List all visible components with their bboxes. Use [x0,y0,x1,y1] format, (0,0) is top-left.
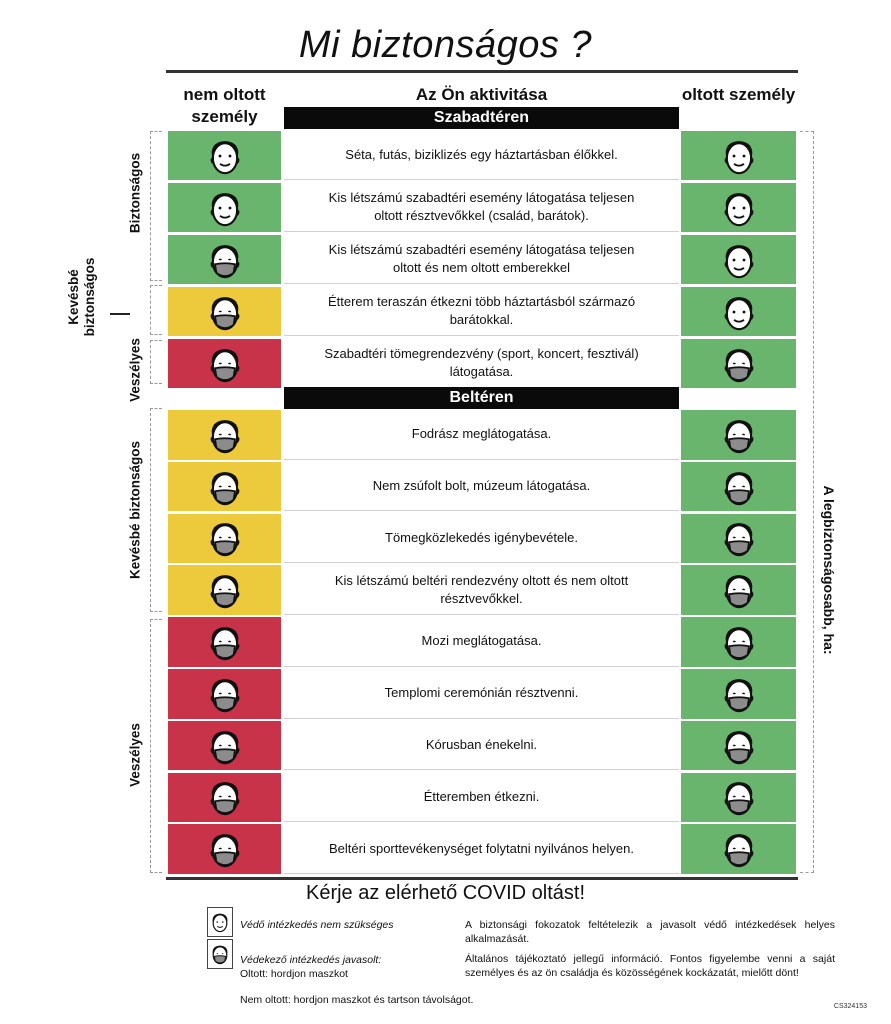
note-info: Általános tájékoztató jellegű információ. Fontos figyelembe venni a saját személyes és az ön családja és közösségének kockázatát, mielőtt dönt! [465,953,835,979]
face-icon [710,131,768,181]
risk-cell-unvaccinated [168,131,281,180]
risk-cell-unvaccinated [168,824,281,874]
activity-row [168,183,796,232]
risk-cell-vaccinated [681,824,796,874]
activity-row [168,339,796,388]
header-activity: Az Ön aktivitása [415,85,548,104]
activity-text: Fodrász meglátogatása. [284,410,679,460]
risk-cell-unvaccinated [168,410,281,460]
activity-text: Kis létszámú beltéri rendezvény oltott és nem oltott résztvevőkkel. [284,565,679,615]
section-indoor: Beltéren [284,387,679,409]
activity-text: Tömegközlekedés igénybevétele. [284,514,679,564]
masked-face-icon [196,410,254,460]
risk-cell-vaccinated [681,721,796,771]
masked-face-icon [196,721,254,771]
label-less-safe-indoor: Kevésbé biztonságos [127,440,143,580]
cta-text: Kérje az elérhető COVID oltást! [305,882,585,904]
document-code: CS324153 [833,1003,867,1010]
bracket-safe [150,131,162,281]
activity-row [168,462,796,512]
risk-cell-vaccinated [681,565,796,615]
masked-face-icon [710,721,768,771]
label-safe: Biztonságos [127,152,143,234]
activity-text: Kórusban énekelni. [284,721,679,771]
bracket-dangerous-indoor [150,619,162,873]
risk-cell-unvaccinated [168,462,281,512]
activity-text: Templomi ceremónián résztvenni. [284,669,679,719]
activity-row [168,565,796,615]
legend-mask-text: Védekező intézkedés javasolt: Oltott: hordjon maszkot [240,954,382,980]
activity-row [168,617,796,667]
masked-face-icon [710,462,768,512]
masked-face-icon [196,235,254,285]
less-safe-marker [110,313,130,315]
bottom-divider [166,877,798,880]
note-safety: A biztonsági fokozatok feltételezik a javasolt védő intézkedések helyes alkalmazását. [465,919,835,945]
bracket-less-safe-indoor [150,408,162,612]
header-vaccinated: oltott személy [681,85,796,104]
activity-text: Mozi meglátogatása. [284,617,679,667]
risk-cell-unvaccinated [168,617,281,667]
masked-face-icon [710,513,768,563]
legend-no-mask-text: Védő intézkedés nem szükséges [240,919,394,931]
face-icon [196,183,254,233]
activity-row [168,131,796,180]
activity-row [168,287,796,336]
risk-cell-unvaccinated [168,339,281,388]
label-right: A legbiztonságosabb, ha: [821,485,837,655]
label-dangerous-outdoor: Veszélyes [127,338,143,402]
activity-row [168,514,796,564]
face-icon [710,287,768,337]
masked-face-icon [196,669,254,719]
activity-row [168,410,796,460]
risk-cell-vaccinated [681,131,796,180]
masked-face-icon [710,772,768,822]
top-divider [166,70,798,73]
masked-face-icon [710,410,768,460]
risk-cell-unvaccinated [168,183,281,232]
header-unvaccinated: nem oltott személy [183,85,266,126]
activity-text: Szabadtéri tömegrendezvény (sport, koncert, fesztivál) látogatása. [284,339,679,388]
risk-cell-vaccinated [681,183,796,232]
masked-face-icon [710,617,768,667]
activity-text: Beltéri sporttevékenységet folytatni nyilvános helyen. [284,824,679,874]
face-icon [208,908,232,936]
bracket-right [800,131,814,873]
risk-cell-unvaccinated [168,669,281,719]
activity-text: Kis létszámú szabadtéri esemény látogatása teljesen oltott és nem oltott emberekkel [284,235,679,284]
masked-face-icon [196,565,254,615]
risk-cell-unvaccinated [168,773,281,823]
masked-face-icon [196,287,254,337]
masked-face-icon [208,940,232,968]
masked-face-icon [710,669,768,719]
risk-cell-vaccinated [681,339,796,388]
face-icon [710,183,768,233]
risk-cell-unvaccinated [168,287,281,336]
risk-cell-vaccinated [681,235,796,284]
bracket-dangerous-outdoor [150,340,162,384]
activity-text: Étteremben étkezni. [284,773,679,823]
risk-cell-vaccinated [681,514,796,564]
risk-cell-vaccinated [681,669,796,719]
label-dangerous-indoor: Veszélyes [127,723,143,787]
masked-face-icon [710,824,768,874]
risk-cell-unvaccinated [168,721,281,771]
section-outdoor: Szabadtéren [284,107,679,129]
face-icon [710,235,768,285]
activity-row [168,824,796,874]
page-title: Mi biztonságos ? [298,24,593,66]
activity-row [168,721,796,771]
risk-cell-vaccinated [681,773,796,823]
masked-face-icon [196,339,254,389]
masked-face-icon [196,617,254,667]
masked-face-icon [196,462,254,512]
masked-face-icon [196,772,254,822]
legend-no-mask-icon [207,907,233,937]
masked-face-icon [196,824,254,874]
legend-unvaccinated-text: Nem oltott: hordjon maszkot és tartson távolságot. [240,994,474,1006]
risk-cell-unvaccinated [168,565,281,615]
masked-face-icon [196,513,254,563]
bracket-less-safe [150,285,162,335]
label-less-safe-outdoor: Kevésbé biztonságos [66,257,97,337]
activity-text: Kis létszámú szabadtéri esemény látogatása teljesen oltott résztvevőkkel (család, barátok). [284,183,679,232]
activity-row [168,773,796,823]
risk-cell-unvaccinated [168,235,281,284]
risk-cell-vaccinated [681,410,796,460]
risk-cell-vaccinated [681,462,796,512]
risk-cell-vaccinated [681,287,796,336]
activity-text: Étterem teraszán étkezni több háztartásból származó barátokkal. [284,287,679,336]
masked-face-icon [710,339,768,389]
activity-text: Séta, futás, biziklizés egy háztartásban élőkkel. [284,131,679,180]
masked-face-icon [710,565,768,615]
activity-row [168,669,796,719]
activity-row [168,235,796,284]
risk-cell-unvaccinated [168,514,281,564]
face-icon [196,131,254,181]
risk-cell-vaccinated [681,617,796,667]
activity-text: Nem zsúfolt bolt, múzeum látogatása. [284,462,679,512]
legend-mask-icon [207,939,233,969]
